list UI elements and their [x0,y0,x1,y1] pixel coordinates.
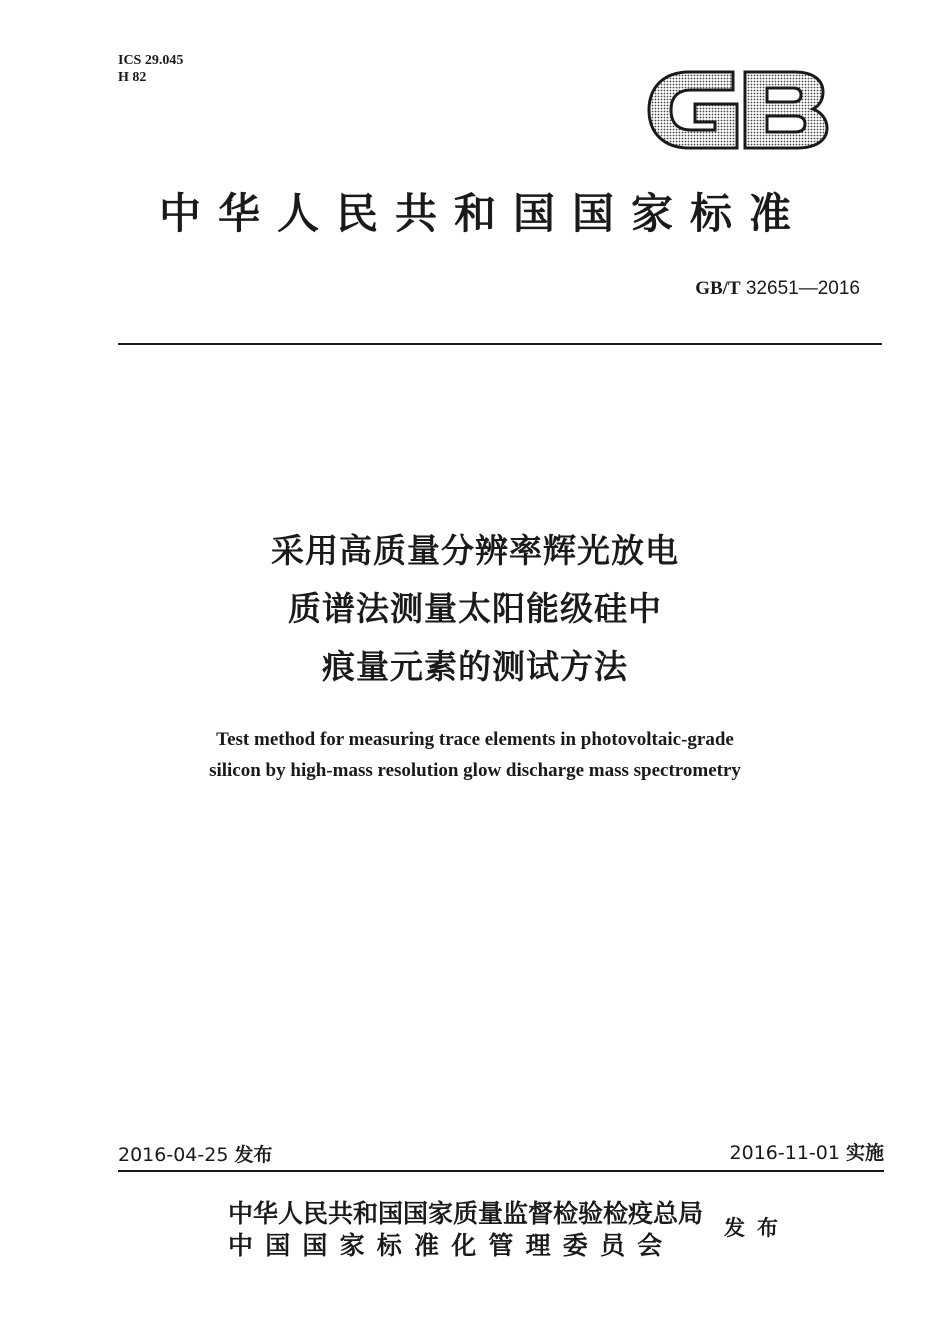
issue-date [118,1140,272,1167]
issue-date-label: 发布 [234,1144,273,1166]
chinese-title-line: 采用高质量分辨率辉光放电 [271,531,679,570]
implementation-date-value: 2016-11-01 [729,1142,840,1164]
national-standard-title: 中华人民共和国国家标准 [158,189,808,238]
classification-codes [118,52,183,86]
ics-code: ICS 29.045 [118,53,184,68]
header-divider [118,343,882,345]
publisher-name: 中国国家标准化管理委员会 [228,1231,675,1260]
publisher-name: 中华人民共和国国家质量监督检验检疫总局 [228,1199,704,1228]
footer-divider [118,1170,884,1172]
standard-number [695,278,860,300]
chinese-title [0,522,950,696]
implementation-date-label: 实施 [845,1142,884,1164]
publishers [228,1198,703,1262]
ccs-code: H 82 [118,70,147,85]
chinese-title-line: 质谱法测量太阳能级硅中 [288,589,662,628]
standard-number-value: 32651—2016 [745,278,860,299]
english-title-line: silicon by high-mass resolution glow discharge mass spectrometry [209,760,741,781]
chinese-title-line: 痕量元素的测试方法 [322,647,628,686]
english-title [0,724,950,786]
implementation-date [730,1138,884,1165]
issue-date-value: 2016-04-25 [118,1144,229,1166]
standard-number-prefix: GB/T [695,278,741,299]
gb-logo [645,62,831,158]
english-title-line: Test method for measuring trace elements in photovoltaic-grade [216,729,734,750]
publish-label: 发布 [724,1215,790,1240]
